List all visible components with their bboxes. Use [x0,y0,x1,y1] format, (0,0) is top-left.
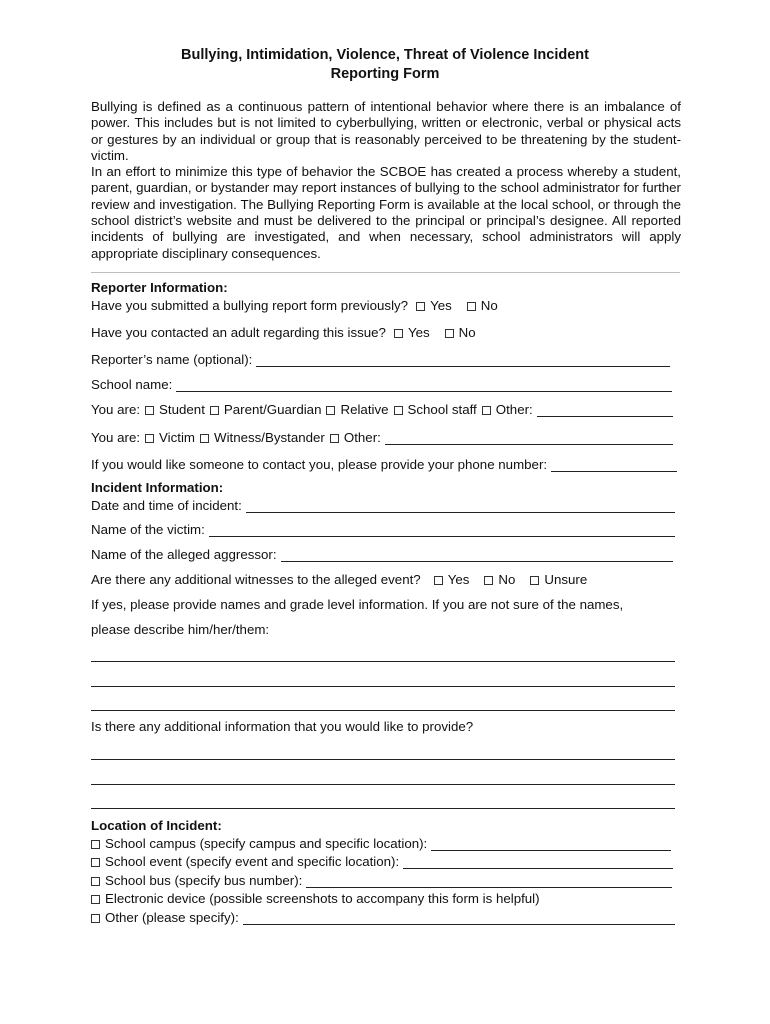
submitted-previously-row [91,295,681,313]
checkbox-icon[interactable] [145,434,154,443]
witness-names-answer-line-2[interactable] [91,686,675,687]
checkbox-icon[interactable] [434,576,443,585]
location-heading: Location of Incident: [91,818,222,833]
role-relative-option[interactable] [326,402,388,417]
option-label: Witness/Bystander [214,430,325,445]
phone-row [91,454,677,472]
you-are-label: You are: [91,430,141,445]
victim-name-row [91,519,675,537]
option-label: Relative [340,402,389,417]
role-staff-option[interactable] [394,402,477,417]
school-name-row [91,374,672,392]
location-event-row [91,852,673,869]
aggressor-name-label: Name of the alleged aggressor: [91,547,277,562]
role-other2-field[interactable] [385,432,673,445]
incident-date-label: Date and time of incident: [91,498,242,513]
additional-info-answer-line-1[interactable] [91,759,675,760]
reporter-name-label: Reporter’s name (optional): [91,352,253,367]
checkbox-icon[interactable] [91,877,100,886]
location-event-label: School event (specify event and specific location): [105,854,400,869]
option-label: No [498,572,516,587]
location-campus-label: School campus (specify campus and specific location): [105,836,428,851]
phone-label: If you would like someone to contact you, please provide your phone number: [91,457,548,472]
checkbox-icon[interactable] [91,858,100,867]
checkbox-icon[interactable] [482,406,491,415]
you-are-label: You are: [91,402,141,417]
incident-info-heading: Incident Information: [91,480,224,495]
location-bus-label: School bus (specify bus number): [105,873,303,888]
checkbox-icon[interactable] [416,302,425,311]
intro-paragraph-process: In an effort to minimize this type of behavior the SCBOE has created a process whereby a student, parent, guardian, or bystander may report instances of bullying to the school administrator for further review and investigation. The Bullying Reporting Form is available at the local school, or through the school district’s website and must be delivered to the principal or principal’s designee. All reported incidents of bullying are investigated, and when necessary, school administrators will apply appropriate disciplinary consequences. [91,164,681,261]
witness-unsure-option[interactable] [530,572,587,587]
incident-date-row [91,495,675,513]
witnesses-question: Are there any additional witnesses to the alleged event? [91,572,421,587]
aggressor-name-field[interactable] [281,549,673,562]
submitted-no-option[interactable] [467,298,498,313]
school-name-field[interactable] [176,379,672,392]
checkbox-icon[interactable] [91,895,100,904]
witness-names-answer-line-1[interactable] [91,661,675,662]
submitted-previously-question: Have you submitted a bullying report form previously? [91,298,409,313]
role-parent-option[interactable] [210,402,322,417]
contacted-adult-row [91,322,681,340]
checkbox-icon[interactable] [467,302,476,311]
location-electronic-label: Electronic device (possible screenshots to accompany this form is helpful) [105,891,540,906]
phone-field[interactable] [551,459,677,472]
role-other-field[interactable] [537,404,673,417]
option-label: Victim [159,430,196,445]
role-victim-option[interactable] [145,430,195,445]
role-witness-option[interactable] [200,430,325,445]
option-label: Unsure [544,572,588,587]
checkbox-icon[interactable] [484,576,493,585]
location-electronic-row [91,889,676,906]
aggressor-name-row [91,544,673,562]
option-label: Other: [343,430,381,445]
form-title-line1: Bullying, Intimidation, Violence, Threat of Violence Incident [181,47,589,63]
option-label: Yes [407,325,430,340]
option-label: Yes [430,298,452,313]
location-bus-row [91,871,672,888]
checkbox-icon[interactable] [326,406,335,415]
checkbox-icon[interactable] [91,914,100,923]
checkbox-icon[interactable] [210,406,219,415]
option-label: Parent/Guardian [223,402,322,417]
section-divider [91,272,680,273]
school-name-label: School name: [91,377,173,392]
location-other-field[interactable] [243,912,675,925]
you-are-role-row [91,399,673,417]
additional-info-question: Is there any additional information that you would like to provide? [91,719,474,734]
option-label: No [458,325,476,340]
checkbox-icon[interactable] [200,434,209,443]
location-other-row [91,908,675,925]
checkbox-icon[interactable] [330,434,339,443]
intro-paragraph-definition: Bullying is defined as a continuous pattern of intentional behavior where there is an imbalance of power. This includes but is not limited to cyberbullying, written or electronic, verbal or physical acts or gestures by an individual or group that is reasonably perceived to be threatening by the student-victim. [91,99,681,163]
additional-info-answer-line-3[interactable] [91,808,675,809]
reporter-name-row [91,349,670,367]
option-label: Student [159,402,205,417]
checkbox-icon[interactable] [91,840,100,849]
witnesses-row [91,569,681,587]
reporter-name-field[interactable] [256,354,670,367]
victim-name-label: Name of the victim: [91,522,205,537]
checkbox-icon[interactable] [394,406,403,415]
you-are-involvement-row [91,427,673,445]
submitted-yes-option[interactable] [416,298,452,313]
intro-text [91,99,681,262]
contacted-yes-option[interactable] [394,325,430,340]
role-student-option[interactable] [145,402,205,417]
location-bus-field[interactable] [306,875,672,888]
option-label: Yes [447,572,470,587]
witness-names-instruction-1: If yes, please provide names and grade level information. If you are not sure of the names, [91,597,624,612]
witness-yes-option[interactable] [434,572,470,587]
contacted-adult-question: Have you contacted an adult regarding this issue? [91,325,386,340]
witness-names-answer-line-3[interactable] [91,710,675,711]
checkbox-icon[interactable] [445,329,454,338]
checkbox-icon[interactable] [394,329,403,338]
witness-no-option[interactable] [484,572,515,587]
additional-info-answer-line-2[interactable] [91,784,675,785]
witness-names-instruction-2: please describe him/her/them: [91,622,270,637]
location-campus-field[interactable] [431,838,671,851]
location-other-label: Other (please specify): [105,910,239,925]
role-other-option[interactable] [482,402,533,417]
location-campus-row [91,834,671,851]
location-event-field[interactable] [403,856,673,869]
option-label: School staff [407,402,477,417]
checkbox-icon[interactable] [530,576,539,585]
option-label: Other: [495,402,533,417]
form-title-line2: Reporting Form [330,66,440,82]
checkbox-icon[interactable] [145,406,154,415]
incident-date-field[interactable] [246,500,675,513]
reporter-info-heading: Reporter Information: [91,280,228,295]
option-label: No [480,298,498,313]
victim-name-field[interactable] [209,524,675,537]
role-other2-option[interactable] [330,430,381,445]
contacted-no-option[interactable] [445,325,476,340]
